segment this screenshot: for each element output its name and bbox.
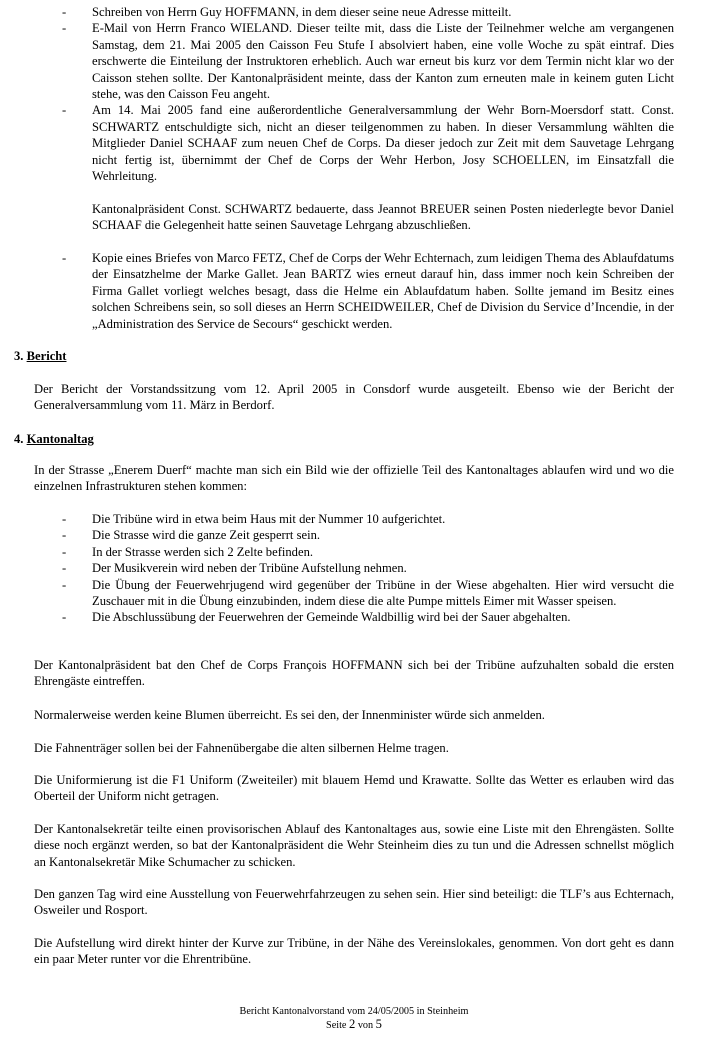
paragraph: Die Uniformierung ist die F1 Uniform (Zweiteiler) mit blauem Hemd und Krawatte. Sollte das Wetter es erlauben wird das Oberteil der Uniform nicht getragen. bbox=[34, 773, 674, 804]
paragraph: Den ganzen Tag wird eine Ausstellung von Feuerwehrfahrzeugen zu sehen sein. Hier sind beteiligt: die TLF’s aus Echternach, Osweiler und Rosport. bbox=[34, 887, 674, 918]
list-item bbox=[62, 250, 674, 332]
bullet-dash: - bbox=[62, 544, 67, 559]
bullet-dash: - bbox=[62, 528, 67, 543]
section-title: Kantonaltag bbox=[26, 432, 94, 446]
paragraph: Normalerweise werden keine Blumen überreicht. Es sei den, der Innenminister würde sich anmelden. bbox=[34, 708, 545, 722]
list-item-text: Am 14. Mai 2005 fand eine außerordentliche Generalversammlung der Wehr Born-Moersdorf statt. Const. SCHWARTZ entschuldigte sich, nicht an dieser teilgenommen zu haben. In dieser Versammlung wählten die Mitglieder Daniel SCHAAF zum neuen Chef de Corps. Da dieser jedoch zur Zeit mit dem Sauvetage Lehrgang nicht fertig ist, übernimmt der Chef de Corps der Wehr Herbon, Josy SCHOELLEN, im Einsatzfall die Wehrleitung. bbox=[92, 103, 674, 184]
bullet-dash: - bbox=[62, 21, 67, 36]
list-item-text: Kopie eines Briefes von Marco FETZ, Chef de Corps der Wehr Echternach, zum leidigen Thema des Ablaufdatums der Einsatzhelme der Marke Gallet. Jean BARTZ wies erneut darauf hin, dass immer noch kein Schreiben der Firma Gallet vorliegt welches besagt, dass die Helme ein Ablaufdatum haben. Sollte jemand im Besitz eines solchen Schreibens sein, so soll dieses an Herrn SCHEIDWEILER, Chef de Division du Service d’Incendie, in der „Administration des Service de Secours“ geschickt werden. bbox=[92, 251, 674, 331]
list-item bbox=[62, 577, 674, 610]
list-item-text: Die Strasse wird die ganze Zeit gesperrt sein. bbox=[92, 528, 321, 543]
paragraph: Die Fahnenträger sollen bei der Fahnenübergabe die alten silbernen Helme tragen. bbox=[34, 741, 449, 755]
list-item-subparagraph bbox=[62, 201, 674, 234]
list-item-text: E-Mail von Herrn Franco WIELAND. Dieser teilte mit, dass die Liste der Teilnehmer welche am vergangenen Samstag, dem 21. Mai 2005 den Caisson Feu Stufe I absolviert haben, eine volle Woche zu spät eintraf. Dies erschwerte die Einteilung der Instruktoren erheblich. Auch war erneut bis kurz vor dem Termin nicht klar wo der Caisson stehen sollte. Der Kantonalpräsident meinte, dass der Kanton zum erneuten male in keinem guten Licht stehe, was den Caisson Feu angeht. bbox=[92, 21, 674, 102]
page-number bbox=[0, 1018, 708, 1032]
list-item bbox=[62, 609, 674, 625]
bullet-dash: - bbox=[62, 251, 67, 265]
paragraph: Der Kantonalpräsident bat den Chef de Corps François HOFFMANN sich bei der Tribüne aufzuhalten sobald die ersten Ehrengäste eintreffen. bbox=[34, 658, 674, 689]
list-item-text: Der Musikverein wird neben der Tribüne Aufstellung nehmen. bbox=[92, 561, 407, 576]
bullet-dash: - bbox=[62, 512, 67, 526]
paragraph: In der Strasse „Enerem Duerf“ machte man sich ein Bild wie der offizielle Teil des Kantonaltages ablaufen wird und wo die einzelnen Infrastrukturen stehen kommen: bbox=[34, 463, 674, 494]
section-heading-bericht bbox=[14, 348, 66, 364]
list-item bbox=[62, 4, 674, 20]
list-item bbox=[62, 20, 674, 102]
list-item-text: Die Tribüne wird in etwa beim Haus mit der Nummer 10 aufgerichtet. bbox=[92, 512, 446, 526]
correspondence-list-continued bbox=[62, 250, 674, 332]
paragraph: Der Kantonalsekretär teilte einen provisorischen Ablauf des Kantonaltages aus, sowie eine Liste mit den Ehrengästen. Sollte diese noch ergänzt werden, so bat der Kantonalpräsident die Wehr Steinheim dies zu tun und die Adressen schnellst möglich an Kantonalsekretär Mike Schumacher zu schicken. bbox=[34, 822, 674, 869]
paragraph: Die Aufstellung wird direkt hinter der Kurve zur Tribüne, in der Nähe des Vereinslokales, genommen. Von dort geht es dann ein paar Meter runter vor die Ehrentribüne. bbox=[34, 936, 674, 967]
bullet-dash: - bbox=[62, 610, 67, 625]
total-pages: 5 bbox=[375, 1017, 382, 1031]
list-item-text: Die Abschlussübung der Feuerwehren der Gemeinde Waldbillig wird bei der Sauer abgehalten. bbox=[92, 610, 571, 625]
list-item bbox=[62, 560, 674, 576]
section-number: 4. bbox=[14, 432, 24, 446]
page-of-label: von bbox=[357, 1020, 374, 1031]
bullet-dash: - bbox=[62, 577, 67, 592]
section-title: Bericht bbox=[26, 349, 67, 363]
list-item-text: Die Übung der Feuerwehrjugend wird gegenüber der Tribüne in der Wiese abgehalten. Hier wird versucht die Zuschauer mit in die Übung einzubinden, indem diese die alte Pumpe mittels Eimer mit Wasser speisen. bbox=[92, 577, 674, 609]
list-item-text: Schreiben von Herrn Guy HOFFMANN, in dem dieser seine neue Adresse mitteilt. bbox=[92, 5, 512, 19]
bullet-dash: - bbox=[62, 5, 67, 19]
kantonaltag-list bbox=[62, 511, 674, 626]
list-item bbox=[62, 511, 674, 527]
list-item bbox=[62, 527, 674, 543]
list-item bbox=[62, 544, 674, 560]
footer-title: Bericht Kantonalvorstand vom 24/05/2005 in Steinheim bbox=[239, 1006, 469, 1017]
section-number: 3. bbox=[14, 349, 24, 363]
current-page: 2 bbox=[348, 1017, 356, 1031]
list-item bbox=[62, 102, 674, 184]
page-label: Seite bbox=[326, 1020, 347, 1031]
bullet-dash: - bbox=[62, 561, 67, 576]
paragraph: Der Bericht der Vorstandssitzung vom 12. April 2005 in Consdorf wurde ausgeteilt. Ebenso wie der Bericht der Generalversammlung vom 11. März in Berdorf. bbox=[34, 382, 674, 413]
section-heading-kantonaltag bbox=[14, 431, 94, 447]
page-footer bbox=[0, 1005, 708, 1032]
list-item-text: In der Strasse werden sich 2 Zelte befinden. bbox=[92, 544, 314, 559]
bullet-dash: - bbox=[62, 103, 67, 118]
subparagraph-text: Kantonalpräsident Const. SCHWARTZ bedauerte, dass Jeannot BREUER seinen Posten niederlegte bevor Daniel SCHAAF die Gelegenheit hatte seinen Sauvetage Lehrgang abzuschließen. bbox=[92, 202, 674, 233]
correspondence-list bbox=[62, 4, 674, 184]
